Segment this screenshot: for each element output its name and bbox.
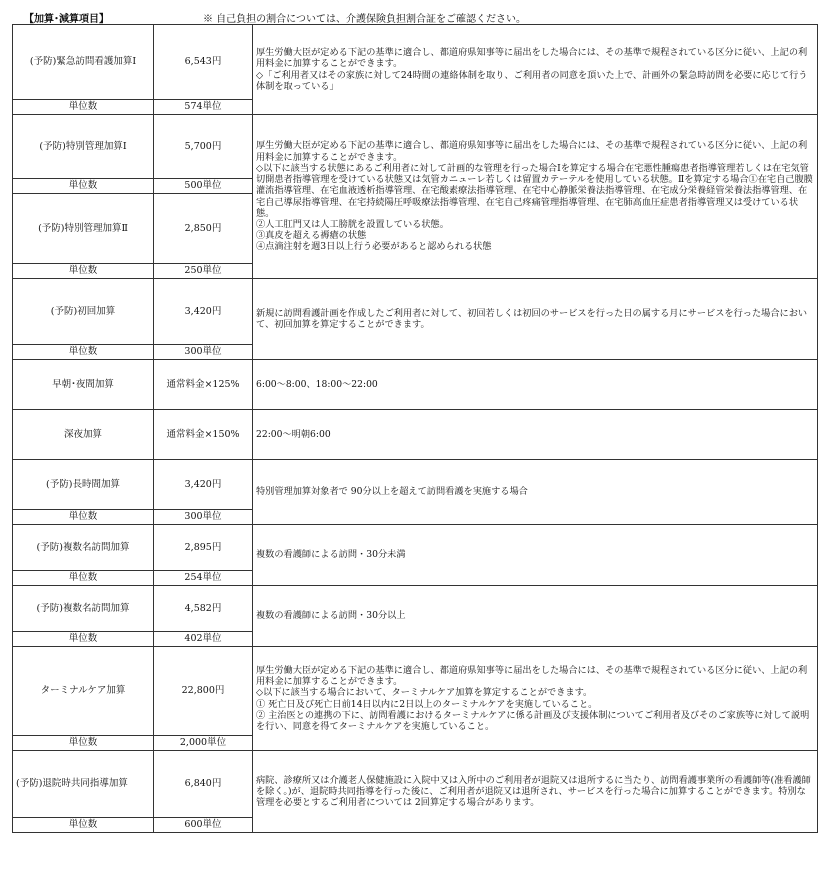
table-row	[13, 360, 818, 410]
desc-line: 厚生労働大臣が定める下記の基準に適合し、都道府県知事等に届出をした場合には、その基準で規程されている区分に従い、上記の利用料金に加算することができます。	[256, 47, 808, 70]
unit-value: 300単位	[154, 345, 253, 360]
unit-label: 単位数	[13, 345, 154, 360]
item-name: ターミナルケア加算	[13, 647, 154, 736]
item-price: 通常料金×150%	[154, 410, 253, 460]
unit-label: 単位数	[13, 264, 154, 279]
item-description	[253, 360, 818, 410]
unit-value: 500単位	[154, 179, 253, 194]
unit-value: 300単位	[154, 510, 253, 525]
table-row	[13, 410, 818, 460]
desc-line: ◇以下に該当する場合において、ターミナルケア加算を算定することができます。	[256, 687, 593, 699]
item-name: (予防)複数名訪問加算	[13, 525, 154, 571]
desc-line: 22:00～明朝6:00	[256, 428, 331, 440]
item-name: (予防)特別管理加算Ⅱ	[13, 194, 154, 264]
unit-label: 単位数	[13, 571, 154, 586]
desc-line: 厚生労働大臣が定める下記の基準に適合し、都道府県知事等に届出をした場合には、その基準で規程されている区分に従い、上記の利用料金に加算することができます。	[256, 140, 808, 163]
desc-line: 厚生労働大臣が定める下記の基準に適合し、都道府県知事等に届出をした場合には、その基準で規程されている区分に従い、上記の利用料金に加算することができます。	[256, 664, 808, 688]
desc-line: ◇「ご利用者又はその家族に対して24時間の連絡体制を取り、ご利用者の同意を頂いた上で、計画外の緊急時訪問を必要に応じて行う体制を取っている」	[256, 69, 808, 92]
item-name: 深夜加算	[13, 410, 154, 460]
unit-value: 574単位	[154, 100, 253, 115]
desc-line: ② 主治医との連携の下に、訪問看護におけるターミナルケアに係る計画及び支援体制についてご利用者及びそのご家族等に対して説明を行い、同意を得てターミナルケアを実施していること。	[256, 709, 810, 732]
desc-line: 複数の看護師による訪問・30分未満	[256, 549, 406, 561]
item-price: 3,420円	[154, 279, 253, 345]
item-name: (予防)特別管理加算Ⅰ	[13, 115, 154, 179]
item-description	[253, 460, 818, 525]
item-description	[253, 647, 818, 751]
unit-value: 2,000単位	[154, 736, 253, 751]
item-price: 2,850円	[154, 194, 253, 264]
desc-line: 6:00～8:00、18:00～22:00	[256, 378, 378, 390]
table-row	[13, 460, 818, 510]
desc-line: ④点滴注射を週3日以上行う必要があると認められる状態	[256, 241, 492, 253]
addition-fee-table	[12, 24, 818, 833]
unit-value: 402単位	[154, 632, 253, 647]
item-price: 通常料金×125%	[154, 360, 253, 410]
item-description	[253, 279, 818, 360]
unit-value: 600単位	[154, 818, 253, 833]
item-description	[253, 586, 818, 647]
desc-line: ③真皮を超える褥瘡の状態	[256, 230, 367, 242]
item-description	[253, 25, 818, 115]
unit-label: 単位数	[13, 818, 154, 833]
item-description	[253, 410, 818, 460]
item-description	[253, 525, 818, 586]
table-row	[13, 525, 818, 571]
item-price: 6,543円	[154, 25, 253, 100]
unit-value: 250単位	[154, 264, 253, 279]
item-price: 4,582円	[154, 586, 253, 632]
unit-value: 254単位	[154, 571, 253, 586]
item-price: 2,895円	[154, 525, 253, 571]
item-price: 22,800円	[154, 647, 253, 736]
item-price: 3,420円	[154, 460, 253, 510]
desc-line: 病院、診療所又は介護老人保健施設に入院中又は入所中のご利用者が退院又は退所するに当たり、訪問看護事業所の看護師等(准看護師を除く。)が、退院時共同指導を行った後に、ご利用者が退院又は退所され、サービスを行った場合に加算することができます。特別な管理を必要とするご利用者については 2回算定する場合があります。	[256, 774, 811, 809]
burden-ratio-note: ※ 自己負担の割合については、介護保険負担割合証をご確認ください。	[203, 14, 526, 25]
item-name: (予防)長時間加算	[13, 460, 154, 510]
unit-label: 単位数	[13, 510, 154, 525]
table-row	[13, 751, 818, 818]
desc-line: ◇以下に該当する状態にあるご利用者に対して計画的な管理を行った場合Ⅰを算定する場合在宅悪性腫瘍患者指導管理若しくは在宅気管切開患者指導管理を受けている状態又は気管カニューレ若しくは留置カテーテルを使用している状態。Ⅱを算定する場合①在宅自己腹膜灌流指導管理、在宅血液透析指導管理、在宅酸素療法指導管理、在宅中心静脈栄養法指導管理、在宅成分栄養経管栄養法指導管理、在宅自己導尿指導管理、在宅持続陽圧呼吸療法指導管理、在宅自己疼痛管理指導管理、在宅肺高血圧症患者指導管理又は受けている状態。	[256, 162, 813, 219]
item-name: (予防)初回加算	[13, 279, 154, 345]
desc-line: 複数の看護師による訪問・30分以上	[256, 610, 406, 622]
desc-line: 特別管理加算対象者で 90分以上を超えて訪問看護を実施する場合	[256, 486, 528, 498]
unit-label: 単位数	[13, 179, 154, 194]
table-row	[13, 25, 818, 100]
item-price: 6,840円	[154, 751, 253, 818]
item-name: (予防)複数名訪問加算	[13, 586, 154, 632]
table-row	[13, 647, 818, 736]
item-name: (予防)退院時共同指導加算	[13, 751, 154, 818]
table-row	[13, 115, 818, 179]
unit-label: 単位数	[13, 100, 154, 115]
unit-label: 単位数	[13, 632, 154, 647]
desc-line: ① 死亡日及び死亡日前14日以内に2日以上のターミナルケアを実施していること。	[256, 698, 598, 710]
page-header	[0, 0, 835, 24]
table-row	[13, 279, 818, 345]
desc-line: 新規に訪問看護計画を作成したご利用者に対して、初回若しくは初回のサービスを行った日の属する月にサービスを行った場合において、初回加算を算定することができます。	[256, 307, 808, 330]
desc-line: ②人工肛門又は人工膀胱を設置している状態。	[256, 218, 449, 230]
table-row	[13, 586, 818, 632]
section-title: 【加算･減算項目】	[24, 14, 109, 25]
item-name: (予防)緊急訪問看護加算Ⅰ	[13, 25, 154, 100]
item-name: 早朝･夜間加算	[13, 360, 154, 410]
special-mgmt-description	[253, 115, 818, 279]
item-description	[253, 751, 818, 833]
unit-label: 単位数	[13, 736, 154, 751]
item-price: 5,700円	[154, 115, 253, 179]
